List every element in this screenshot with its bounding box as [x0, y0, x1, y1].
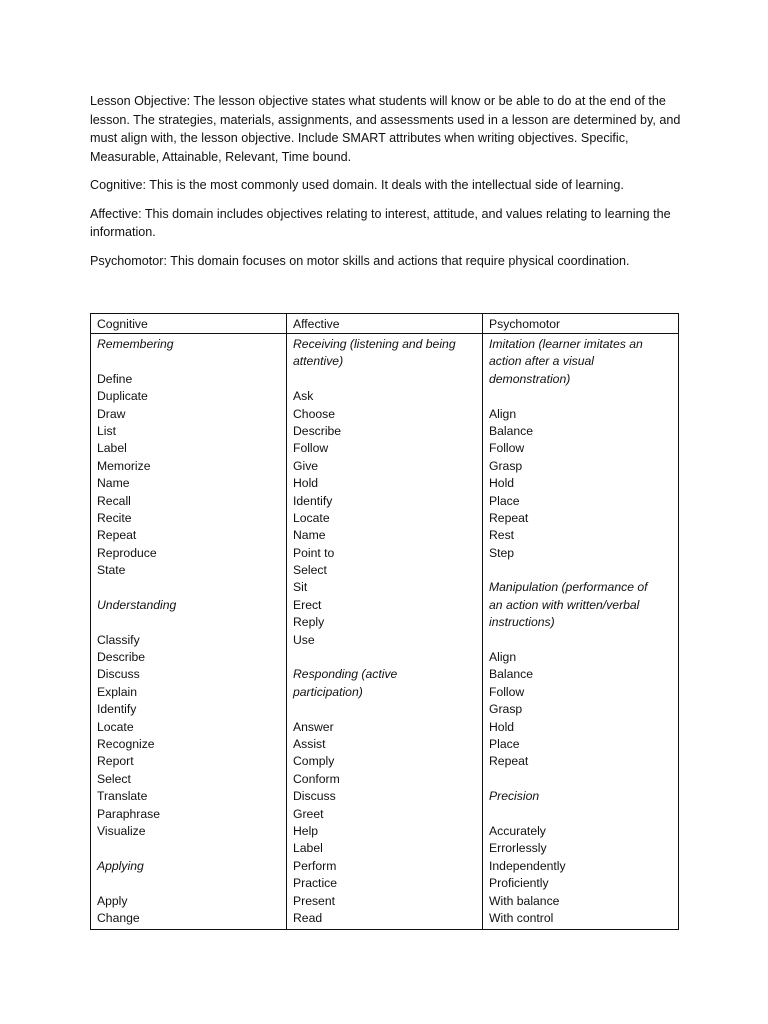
affective-verb: Ask [293, 389, 314, 404]
psychomotor-verb: Place [489, 736, 520, 751]
cognitive-verb: Name [97, 476, 130, 491]
cognitive-verb: Memorize [97, 458, 151, 473]
psychomotor-verb: Align [489, 406, 517, 421]
affective-subheading: attentive) [293, 354, 344, 369]
cognitive-spacer [97, 579, 280, 596]
cognitive-verb: Paraphrase [97, 806, 161, 821]
affective-verb: Hold [293, 476, 319, 491]
psychomotor-subheading: an action with written/verbal [489, 597, 640, 612]
affective-spacer [293, 649, 476, 666]
affective-verb: Comply [293, 754, 335, 769]
psychomotor-verb: Align [489, 650, 517, 665]
psychomotor-verb: Repeat [489, 754, 529, 769]
psychomotor-paragraph: Psychomotor: This domain focuses on motor skills and actions that require physical coordination. [90, 253, 630, 268]
cognitive-column [91, 334, 287, 930]
affective-verb: Answer [293, 719, 334, 734]
affective-verb: Discuss [293, 789, 336, 804]
affective-verb: Point to [293, 545, 335, 560]
affective-spacer [293, 701, 476, 718]
header-psychomotor: Psychomotor [483, 314, 679, 334]
affective-verb: Follow [293, 441, 329, 456]
affective-subheading: Receiving (listening and being [293, 337, 456, 351]
cognitive-verb: List [97, 423, 116, 438]
cognitive-verb: Apply [97, 893, 128, 908]
affective-verb: Help [293, 823, 319, 838]
cognitive-verb: Explain [97, 684, 137, 699]
psychomotor-subheading: Precision [489, 789, 540, 804]
affective-paragraph: Affective: This domain includes objectives relating to interest, attitude, and values relating to learning the information. [90, 206, 671, 239]
psychomotor-verb: With control [489, 910, 554, 925]
affective-column [287, 334, 483, 930]
affective-verb: Assist [293, 736, 326, 751]
cognitive-verb: Label [97, 441, 127, 456]
affective-verb: Sit [293, 580, 308, 595]
psychomotor-verb: Place [489, 493, 520, 508]
cognitive-paragraph: Cognitive: This is the most commonly used domain. It deals with the intellectual side of learning. [90, 178, 624, 192]
affective-verb: Reply [293, 615, 325, 630]
psychomotor-column [483, 334, 679, 930]
cognitive-verb: Change [97, 910, 140, 925]
psychomotor-verb: Step [489, 545, 515, 560]
affective-verb: Select [293, 563, 327, 578]
psychomotor-verb: Grasp [489, 458, 523, 473]
table-header-row [91, 314, 679, 334]
affective-subheading: participation) [293, 684, 363, 699]
cognitive-verb: Define [97, 371, 133, 386]
cognitive-verb: Discuss [97, 667, 140, 682]
affective-verb: Conform [293, 771, 340, 786]
psychomotor-spacer [489, 632, 672, 649]
cognitive-subheading: Understanding [97, 597, 177, 612]
affective-subheading: Responding (active [293, 667, 398, 682]
psychomotor-verb: With balance [489, 893, 560, 908]
psychomotor-spacer [489, 806, 672, 823]
affective-verb: Label [293, 841, 323, 856]
psychomotor-spacer [489, 388, 672, 405]
affective-verb: Describe [293, 423, 342, 438]
header-affective: Affective [287, 314, 483, 334]
cognitive-verb: State [97, 563, 126, 578]
cognitive-verb: Visualize [97, 823, 146, 838]
psychomotor-verb: Independently [489, 858, 566, 873]
cognitive-verb: Translate [97, 789, 148, 804]
cognitive-verb: Select [97, 771, 131, 786]
psychomotor-verb: Balance [489, 423, 534, 438]
affective-verb: Erect [293, 597, 322, 612]
psychomotor-verb: Proficiently [489, 876, 549, 891]
cognitive-verb: Describe [97, 650, 146, 665]
psychomotor-subheading: instructions) [489, 615, 555, 630]
affective-verb: Identify [293, 493, 333, 508]
affective-verb: Read [293, 910, 323, 925]
cognitive-verb: Locate [97, 719, 134, 734]
affective-verb: Locate [293, 510, 330, 525]
affective-verb: Name [293, 528, 326, 543]
psychomotor-subheading: demonstration) [489, 371, 571, 386]
psychomotor-verb: Repeat [489, 510, 529, 525]
psychomotor-verb: Balance [489, 667, 534, 682]
affective-spacer [293, 371, 476, 388]
psychomotor-verb: Hold [489, 719, 515, 734]
psychomotor-subheading: Manipulation (performance of [489, 580, 648, 595]
psychomotor-verb: Accurately [489, 823, 546, 838]
cognitive-verb: Draw [97, 406, 126, 421]
affective-verb: Use [293, 632, 315, 647]
cognitive-subheading: Remembering [97, 337, 174, 351]
cognitive-verb: Duplicate [97, 389, 148, 404]
psychomotor-subheading: action after a visual [489, 354, 595, 369]
psychomotor-verb: Rest [489, 528, 515, 543]
table-body-row [91, 334, 679, 930]
cognitive-verb: Identify [97, 702, 137, 717]
psychomotor-subheading: Imitation (learner imitates an [489, 337, 643, 351]
domain-verbs-table [90, 313, 679, 930]
affective-verb: Practice [293, 876, 338, 891]
psychomotor-spacer [489, 562, 672, 579]
affective-verb: Present [293, 893, 336, 908]
affective-verb: Choose [293, 406, 336, 421]
cognitive-subheading: Applying [97, 858, 144, 873]
affective-verb: Perform [293, 858, 337, 873]
cognitive-spacer [97, 875, 280, 892]
psychomotor-verb: Follow [489, 441, 525, 456]
lesson-objective-paragraph: Lesson Objective: The lesson objective states what students will know or be able to do at the end of the lesson. The strategies, materials, assignments, and assessments used in a lesson are determined by, and must align with, the lesson objective. Include SMART attributes when writing objectives. Specific, Measurable, Attainable, Relevant, Time bound. [90, 94, 681, 164]
cognitive-verb: Recall [97, 493, 131, 508]
cognitive-spacer [97, 614, 280, 631]
cognitive-verb: Classify [97, 632, 140, 647]
cognitive-verb: Recite [97, 510, 132, 525]
affective-verb: Greet [293, 806, 324, 821]
cognitive-spacer [97, 353, 280, 370]
affective-verb: Give [293, 458, 319, 473]
psychomotor-spacer [489, 771, 672, 788]
cognitive-verb: Recognize [97, 736, 155, 751]
intro-section [90, 92, 690, 280]
psychomotor-verb: Hold [489, 476, 515, 491]
psychomotor-verb: Follow [489, 684, 525, 699]
cognitive-verb: Reproduce [97, 545, 157, 560]
cognitive-verb: Repeat [97, 528, 137, 543]
psychomotor-verb: Errorlessly [489, 841, 547, 856]
header-cognitive: Cognitive [91, 314, 287, 334]
psychomotor-verb: Grasp [489, 702, 523, 717]
cognitive-verb: Report [97, 754, 134, 769]
cognitive-spacer [97, 840, 280, 857]
